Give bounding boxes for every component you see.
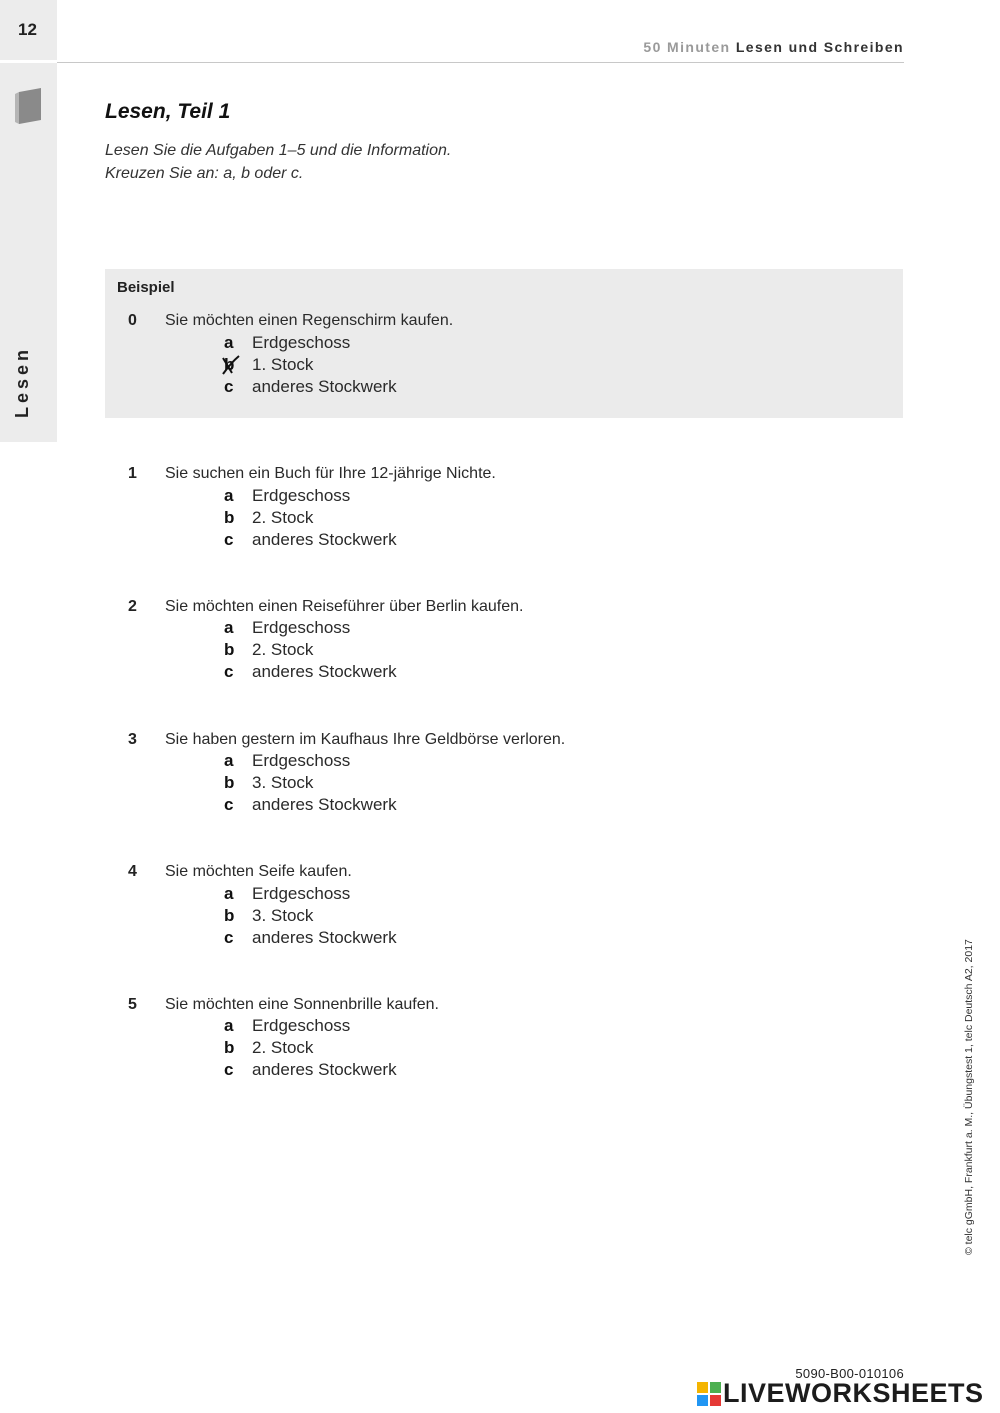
- option-a[interactable]: [224, 618, 350, 640]
- option-label: anderes Stockwerk: [252, 377, 397, 396]
- option-label: Erdgeschoss: [252, 1016, 351, 1035]
- option-label: anderes Stockwerk: [252, 662, 397, 681]
- page-title: Lesen, Teil 1: [105, 100, 231, 123]
- option-letter: b: [224, 640, 235, 659]
- option-letter: a: [224, 1016, 234, 1035]
- option-a[interactable]: [224, 751, 350, 773]
- example-label: Beispiel: [117, 279, 175, 296]
- option-letter: a: [224, 486, 234, 505]
- option-c[interactable]: [224, 662, 397, 684]
- instructions: [105, 139, 451, 185]
- option-letter: c: [224, 530, 234, 549]
- option-label: anderes Stockwerk: [252, 928, 397, 947]
- option-b[interactable]: [224, 640, 313, 662]
- option-c[interactable]: [224, 928, 397, 950]
- option-a[interactable]: [224, 1016, 350, 1038]
- option-b-selected[interactable]: [224, 355, 313, 377]
- option-letter: c: [224, 377, 234, 396]
- option-label: Erdgeschoss: [252, 884, 351, 903]
- question-text: Sie möchten eine Sonnenbrille kaufen.: [165, 996, 439, 1013]
- page-number-box: [0, 0, 57, 60]
- option-letter: b: [224, 1038, 235, 1057]
- brand-name: LIVEWORKSHEETS: [723, 1378, 984, 1408]
- section-label-vertical: Lesen: [12, 345, 32, 418]
- sidebar-divider: [0, 60, 57, 63]
- question-number: 0: [128, 312, 137, 329]
- page-number: 12: [18, 20, 37, 39]
- option-label: anderes Stockwerk: [252, 530, 397, 549]
- brand-logo[interactable]: [697, 1378, 984, 1409]
- option-letter: c: [224, 1060, 234, 1079]
- option-b[interactable]: [224, 1038, 313, 1060]
- question-number: 2: [128, 598, 137, 615]
- option-letter: c: [224, 928, 234, 947]
- instruction-line-2: Kreuzen Sie an: a, b oder c.: [105, 165, 304, 182]
- option-c[interactable]: [224, 377, 397, 399]
- option-c[interactable]: [224, 530, 397, 552]
- liveworksheets-logo-icon: [697, 1382, 721, 1406]
- option-letter: [224, 355, 252, 375]
- header-section: Lesen und Schreiben: [735, 39, 904, 55]
- option-letter-text: b: [224, 355, 235, 374]
- book-icon: [15, 88, 41, 124]
- option-letter: b: [224, 508, 235, 527]
- option-b[interactable]: [224, 906, 313, 928]
- question-text: Sie möchten Seife kaufen.: [165, 863, 352, 880]
- option-a[interactable]: [224, 884, 350, 906]
- option-label: anderes Stockwerk: [252, 1060, 397, 1079]
- question-number: 4: [128, 863, 137, 880]
- option-letter: a: [224, 618, 234, 637]
- question-number: 3: [128, 731, 137, 748]
- option-label: 2. Stock: [252, 640, 314, 659]
- option-label: 2. Stock: [252, 508, 314, 527]
- option-letter: b: [224, 906, 235, 925]
- option-c[interactable]: [224, 795, 397, 817]
- option-letter: c: [224, 795, 234, 814]
- option-b[interactable]: [224, 773, 313, 795]
- question-text: Sie möchten einen Regenschirm kaufen.: [165, 312, 454, 329]
- option-label: 3. Stock: [252, 906, 314, 925]
- copyright-notice: © telc gGmbH, Frankfurt a. M., Übungstest 1, telc Deutsch A2, 2017: [963, 939, 975, 1255]
- option-label: Erdgeschoss: [252, 333, 351, 352]
- option-b[interactable]: [224, 508, 313, 530]
- option-label: Erdgeschoss: [252, 486, 351, 505]
- header-divider: [57, 62, 904, 63]
- question-number: 5: [128, 996, 137, 1013]
- option-label: 2. Stock: [252, 1038, 314, 1057]
- option-letter: a: [224, 751, 234, 770]
- option-a[interactable]: [224, 333, 350, 355]
- instruction-line-1: Lesen Sie die Aufgaben 1–5 und die Information.: [105, 142, 452, 159]
- option-c[interactable]: [224, 1060, 397, 1082]
- option-letter: c: [224, 662, 234, 681]
- option-label: Erdgeschoss: [252, 751, 351, 770]
- question-text: Sie möchten einen Reiseführer über Berlin kaufen.: [165, 598, 524, 615]
- option-letter: a: [224, 884, 234, 903]
- check-cross-icon: [220, 353, 242, 377]
- option-letter: a: [224, 333, 234, 352]
- document-code: 5090-B00-010106: [795, 1366, 904, 1381]
- question-number: 1: [128, 465, 137, 482]
- question-text: Sie haben gestern im Kaufhaus Ihre Geldbörse verloren.: [165, 731, 566, 748]
- page-header: [643, 39, 904, 55]
- option-letter: b: [224, 773, 235, 792]
- option-label: Erdgeschoss: [252, 618, 351, 637]
- option-a[interactable]: [224, 486, 350, 508]
- question-text: Sie suchen ein Buch für Ihre 12-jährige Nichte.: [165, 465, 496, 482]
- header-time: 50 Minuten: [643, 39, 731, 55]
- option-label: anderes Stockwerk: [252, 795, 397, 814]
- option-label: 3. Stock: [252, 773, 314, 792]
- option-label: 1. Stock: [252, 355, 314, 374]
